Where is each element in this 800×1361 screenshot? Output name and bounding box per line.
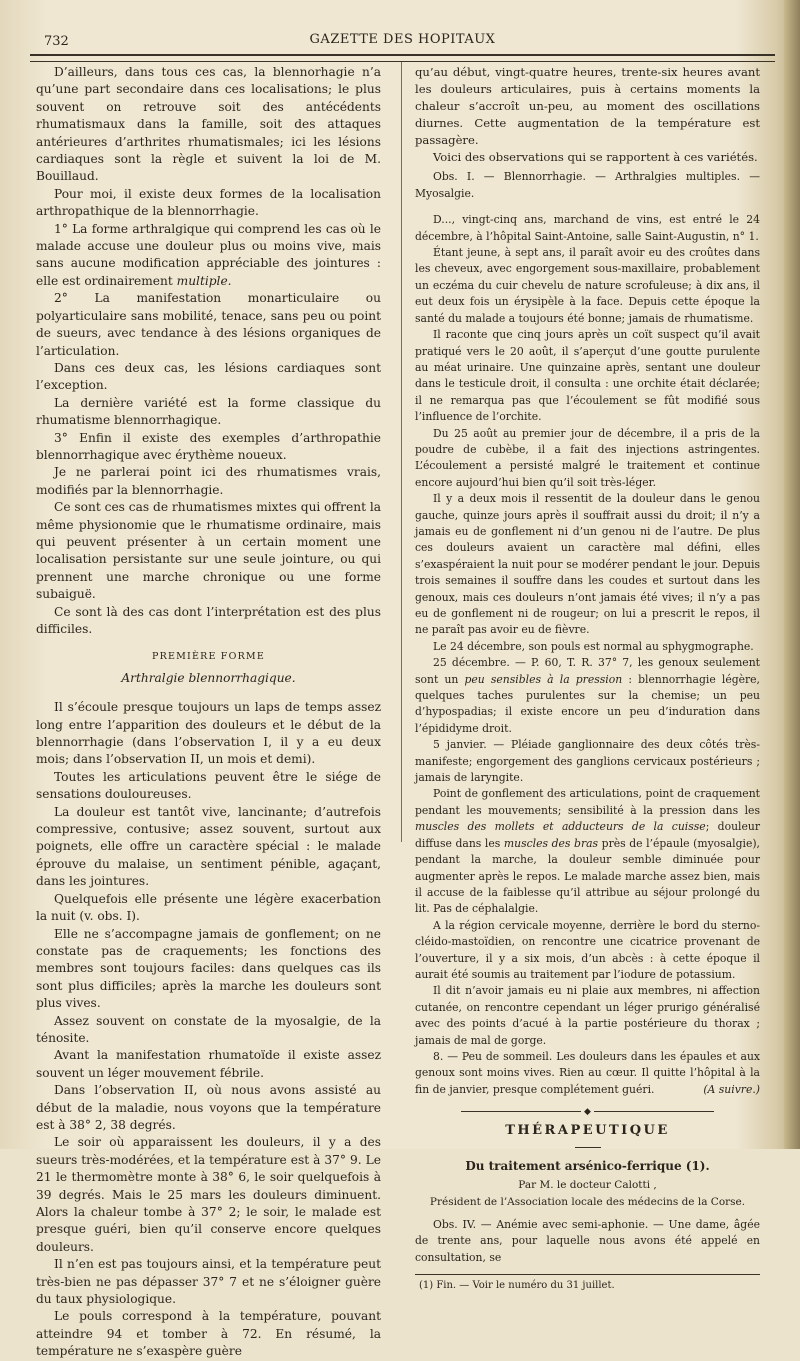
page-number: 732 <box>44 34 69 49</box>
paragraph: 5 janvier. — Pléiade ganglionnaire des deux côtés très-manifeste; engorgement des ganglions cervicaux postérieurs ; jamais de laryngite. <box>415 738 760 785</box>
paragraph: Il y a deux mois il ressentit de la douleur dans le genou gauche, quinze jours après il souffrait aussi du droit; il n’y a jamais eu de gonflement ni d’un genou ni de l’autre. De plus ces douleurs avaient un caractère mal défini, elles s’exaspéraient la nuit pour se modérer pendant le jour. Depuis trois semaines il souffre dans les coudes et surtout dans les genoux, mais ces douleurs n’ont jamais été vives; il n’y a pas eu de gonflement ni de rougeur; on lui a prescrit le repos, il ne paraît pas avoir eu de fièvre. <box>415 492 760 637</box>
paragraph: Ce sont là des cas dont l’interprétation est des plus difficiles. <box>36 604 381 636</box>
pain-italic-2: muscles des bras <box>503 836 599 850</box>
paragraph: Le soir où apparaissent les douleurs, il y a des sueurs très-modérées, et la température est à 37° 9. Le 21 le thermomètre monte à 38° 6, le soir quelquefois à 39 degrés. Mais le 25 mars les douleurs diminuent. Alors la chaleur tombe à 37° 2; le soir, le malade est presque guéri, bien qu’il conserve encore quelques douleurs. <box>36 1135 381 1254</box>
article-byline-role: Président de l’Association locale des médecins de la Corse. <box>429 1196 746 1208</box>
observation-body <box>415 212 760 1098</box>
right-column <box>415 64 760 1293</box>
paragraph <box>415 655 760 737</box>
pain-italic-1: muscles des mollets et adducteurs de la cuisse <box>415 820 706 834</box>
header-rule <box>30 54 775 62</box>
footnote-rule <box>415 1274 760 1275</box>
paragraph: Toutes les articulations peuvent être le siége de sensations douloureuses. <box>36 769 381 802</box>
obs4-text: — Une dame, âgée de trente ans, pour laquelle nous avons été appelé en consultation, se <box>415 1218 760 1264</box>
form-one-text: 1° La forme arthralgique qui comprend les cas où le malade accuse une douleur plus ou moins vive, mais sans aucune modification appréciable des jointures : elle est ordinairement <box>36 221 381 288</box>
paragraph: Ce sont ces cas de rhumatismes mixtes qui offrent la même physionomie que le rhumatisme ordinaire, mais qui peuvent présenter à un certain moment une localisation persistante sur une seule jointure, ou qui prennent une marche chronique ou une forme subaiguë. <box>36 500 382 602</box>
paragraph <box>415 1217 760 1266</box>
pain-mid: ; douleur diffuse dans les <box>415 820 760 850</box>
article-byline-author: Par M. le docteur Calotti , <box>518 1179 657 1191</box>
paragraph: Avant la manifestation rhumatoïde il existe assez souvent un léger mouvement fébrile. <box>36 1048 381 1080</box>
paragraph: 3° Enfin il existe des exemples d’arthropathie blennorrhagique avec érythème noueux. <box>36 430 381 462</box>
paragraph: Il s’écoule presque toujours un laps de temps assez long entre l’apparition des douleurs et le début de la blennorrhagie (dans l’observation I, il y a eu deux mois; dans l’observation II, un mois et demi). <box>36 700 381 767</box>
paragraph: Dans ces deux cas, les lésions cardiaques sont l’exception. <box>36 360 381 393</box>
dec25-lead: 25 décembre. — P. 60, T. R. 37° 7, les genoux seulement sont un <box>415 656 760 686</box>
dec25-rest: : blennorrhagie légère, quelques taches purulentes sur la chemise; un peu d’hypospadias; il existe encore un peu d’induration dans l’épididyme droit. <box>415 672 760 735</box>
paragraph: Assez souvent on constate de la myosalgie, de la ténosite. <box>36 1013 381 1045</box>
journal-title: GAZETTE DES HOPITAUX <box>309 32 496 47</box>
form-one-italic: multiple. <box>176 273 232 288</box>
paragraph: La douleur est tantôt vive, lancinante; d’autrefois compressive, contusive; assez souvent, surtout aux poignets, elle offre un caractère spécial : le malade éprouve du malaise, un sentiment pénible, agaçant, dans les jointures. <box>36 804 381 889</box>
ornamental-divider: ◆ <box>415 1108 760 1117</box>
paragraph <box>415 1049 760 1098</box>
to-be-continued: (A suivre.) <box>703 1082 760 1096</box>
paragraph: Voici des observations qui se rapportent à ces variétés. <box>433 149 758 164</box>
footnote: (1) Fin. — Voir le numéro du 31 juillet. <box>419 1280 615 1292</box>
paragraph: Du 25 août au premier jour de décembre, il a pris de la poudre de cubèbe, il a fait des injections astringentes. L’écoulement a persisté malgré le traitement et continue encore aujourd’hui bien qu’il soit très-léger. <box>415 426 760 489</box>
paragraph: Le pouls correspond à la température, pouvant atteindre 94 et tomber à 72. En résumé, la température ne s’exaspère guère <box>36 1309 381 1359</box>
paragraph: Il dit n’avoir jamais eu ni plaie aux membres, ni affection cutanée, on rencontre cependant un léger prurigo généralisé avec des points d’acué à la partie postérieure du thorax ; jamais de mal de gorge. <box>415 984 760 1047</box>
section-title: THÉRAPEUTIQUE <box>505 1123 670 1139</box>
paragraph: Dans l’observation II, où nous avons assisté au début de la maladie, nous voyons que la température est à 38° 2, 38 degrés. <box>36 1083 381 1132</box>
paragraph: qu’au début, vingt-quatre heures, trente-six heures avant les douleurs articulaires, puis à certains moments la chaleur s’accroît un-peu, au moment des oscillations diurnes. Cette augmentation de la température est passagère. <box>415 65 760 147</box>
paragraph: Elle ne s’accompagne jamais de gonflement; on ne constate pas de craquements; les fonctions des membres sont toujours faciles: dans quelques cas ils sont plus difficiles; après la marche les douleurs sont plus vives. <box>36 926 381 1011</box>
pain-lead: Point de gonflement des articulations, point de craquement pendant les mouvements; sensibilité à la pression dans les <box>415 787 760 817</box>
section-heading: PREMIÈRE FORME <box>152 651 265 663</box>
final-paragraph: 8. — Peu de sommeil. Les douleurs dans les épaules et aux genoux sont moins vives. Rien au cœur. Il quitte l’hôpital à la fin de janvier, presque complétement guéri. <box>415 1049 760 1096</box>
paragraph: A la région cervicale moyenne, derrière le bord du sterno-cléido-mastoïdien, on rencontre une cicatrice provenant de l’ouverture, il y a six mois, d’un abcès : à cette époque il aurait été soumis au traitement par l’iodure de potassium. <box>415 918 760 981</box>
paragraph: Étant jeune, à sept ans, il paraît avoir eu des croûtes dans les cheveux, avec engorgement sous-maxillaire, probablement un eczéma du cuir chevelu de nature scrofuleuse; à dix ans, il eut deux fois un érysipèle à la face. Depuis cette époque la santé du malade a toujours été bonne; jamais de rhumatisme. <box>415 246 760 325</box>
short-rule <box>575 1147 601 1148</box>
page-header <box>30 30 775 52</box>
section-subtitle: Arthralgie blennorrhagique. <box>121 670 296 685</box>
paragraph: Je ne parlerai point ici des rhumatismes vrais, modifiés par la blennorrhagie. <box>36 465 381 497</box>
paragraph: Le 24 décembre, son pouls est normal au sphygmographe. <box>433 639 754 653</box>
page-spine-shadow <box>784 0 800 1149</box>
dec25-italic: peu sensibles à la pression <box>464 672 623 686</box>
left-column <box>36 64 381 1361</box>
paragraph: D’ailleurs, dans tous ces cas, la blennorhagie n’a qu’une part secondaire dans ces localisations; le plus souvent on retrouve soit des antécédents rhumatismaux dans la famille, soit des attaques antérieures d’arthrites rhumatismales; ici les lésions cardiaques sont la règle et suivent la loi de M. Bouillaud. <box>36 65 381 184</box>
paragraph: D..., vingt-cinq ans, marchand de vins, est entré le 24 décembre, à l’hôpital Saint-Antoine, salle Saint-Augustin, n° 1. <box>415 213 760 243</box>
article-title: Du traitement arsénico-ferrique (1). <box>465 1159 710 1174</box>
paragraph: La dernière variété est la forme classique du rhumatisme blennorrhagique. <box>36 395 381 428</box>
paragraph: Il n’en est pas toujours ainsi, et la température peut très-bien ne pas dépasser 37° 7 et ne s’éloigner guère du taux physiologique. <box>36 1257 381 1307</box>
pain-rest: près de l’épaule (myosalgie), pendant la marche, la douleur semble diminuée pour augmenter après le repos. Le malade marche assez bien, mais il accuse de la faiblesse qu’il attribue au séjour prolongé du lit. Pas de céphalalgie. <box>415 836 760 916</box>
column-separator <box>401 62 402 842</box>
paragraph <box>36 221 381 291</box>
paragraph <box>415 786 760 917</box>
paragraph: 2° La manifestation monarticulaire ou polyarticulaire sans mobilité, tenace, sans peu ou point de sueurs, avec tendance à des lésions organiques de l’articulation. <box>36 291 381 358</box>
paragraph: Quelquefois elle présente une légère exacerbation la nuit (v. obs. I). <box>36 891 381 924</box>
obs4-heading: Obs. IV. — Anémie avec semi-aphonie. <box>433 1218 649 1231</box>
observation-heading: Obs. I. — Blennorrhagie. — Arthralgies multiples. — Myosalgie. <box>415 170 760 200</box>
paragraph: Pour moi, il existe deux formes de la localisation arthropathique de la blennorrhagie. <box>36 186 381 219</box>
paragraph: Il raconte que cinq jours après un coït suspect qu’il avait pratiqué vers le 20 août, il s’aperçut d’une goutte purulente au méat urinaire. Une quinzaine après, sentant une douleur dans le testicule droit, il consulta : une orchite était déclarée; il ne remarqua pas que l’écoulement se fût modifié sous l’influence de l’orchite. <box>415 328 760 424</box>
